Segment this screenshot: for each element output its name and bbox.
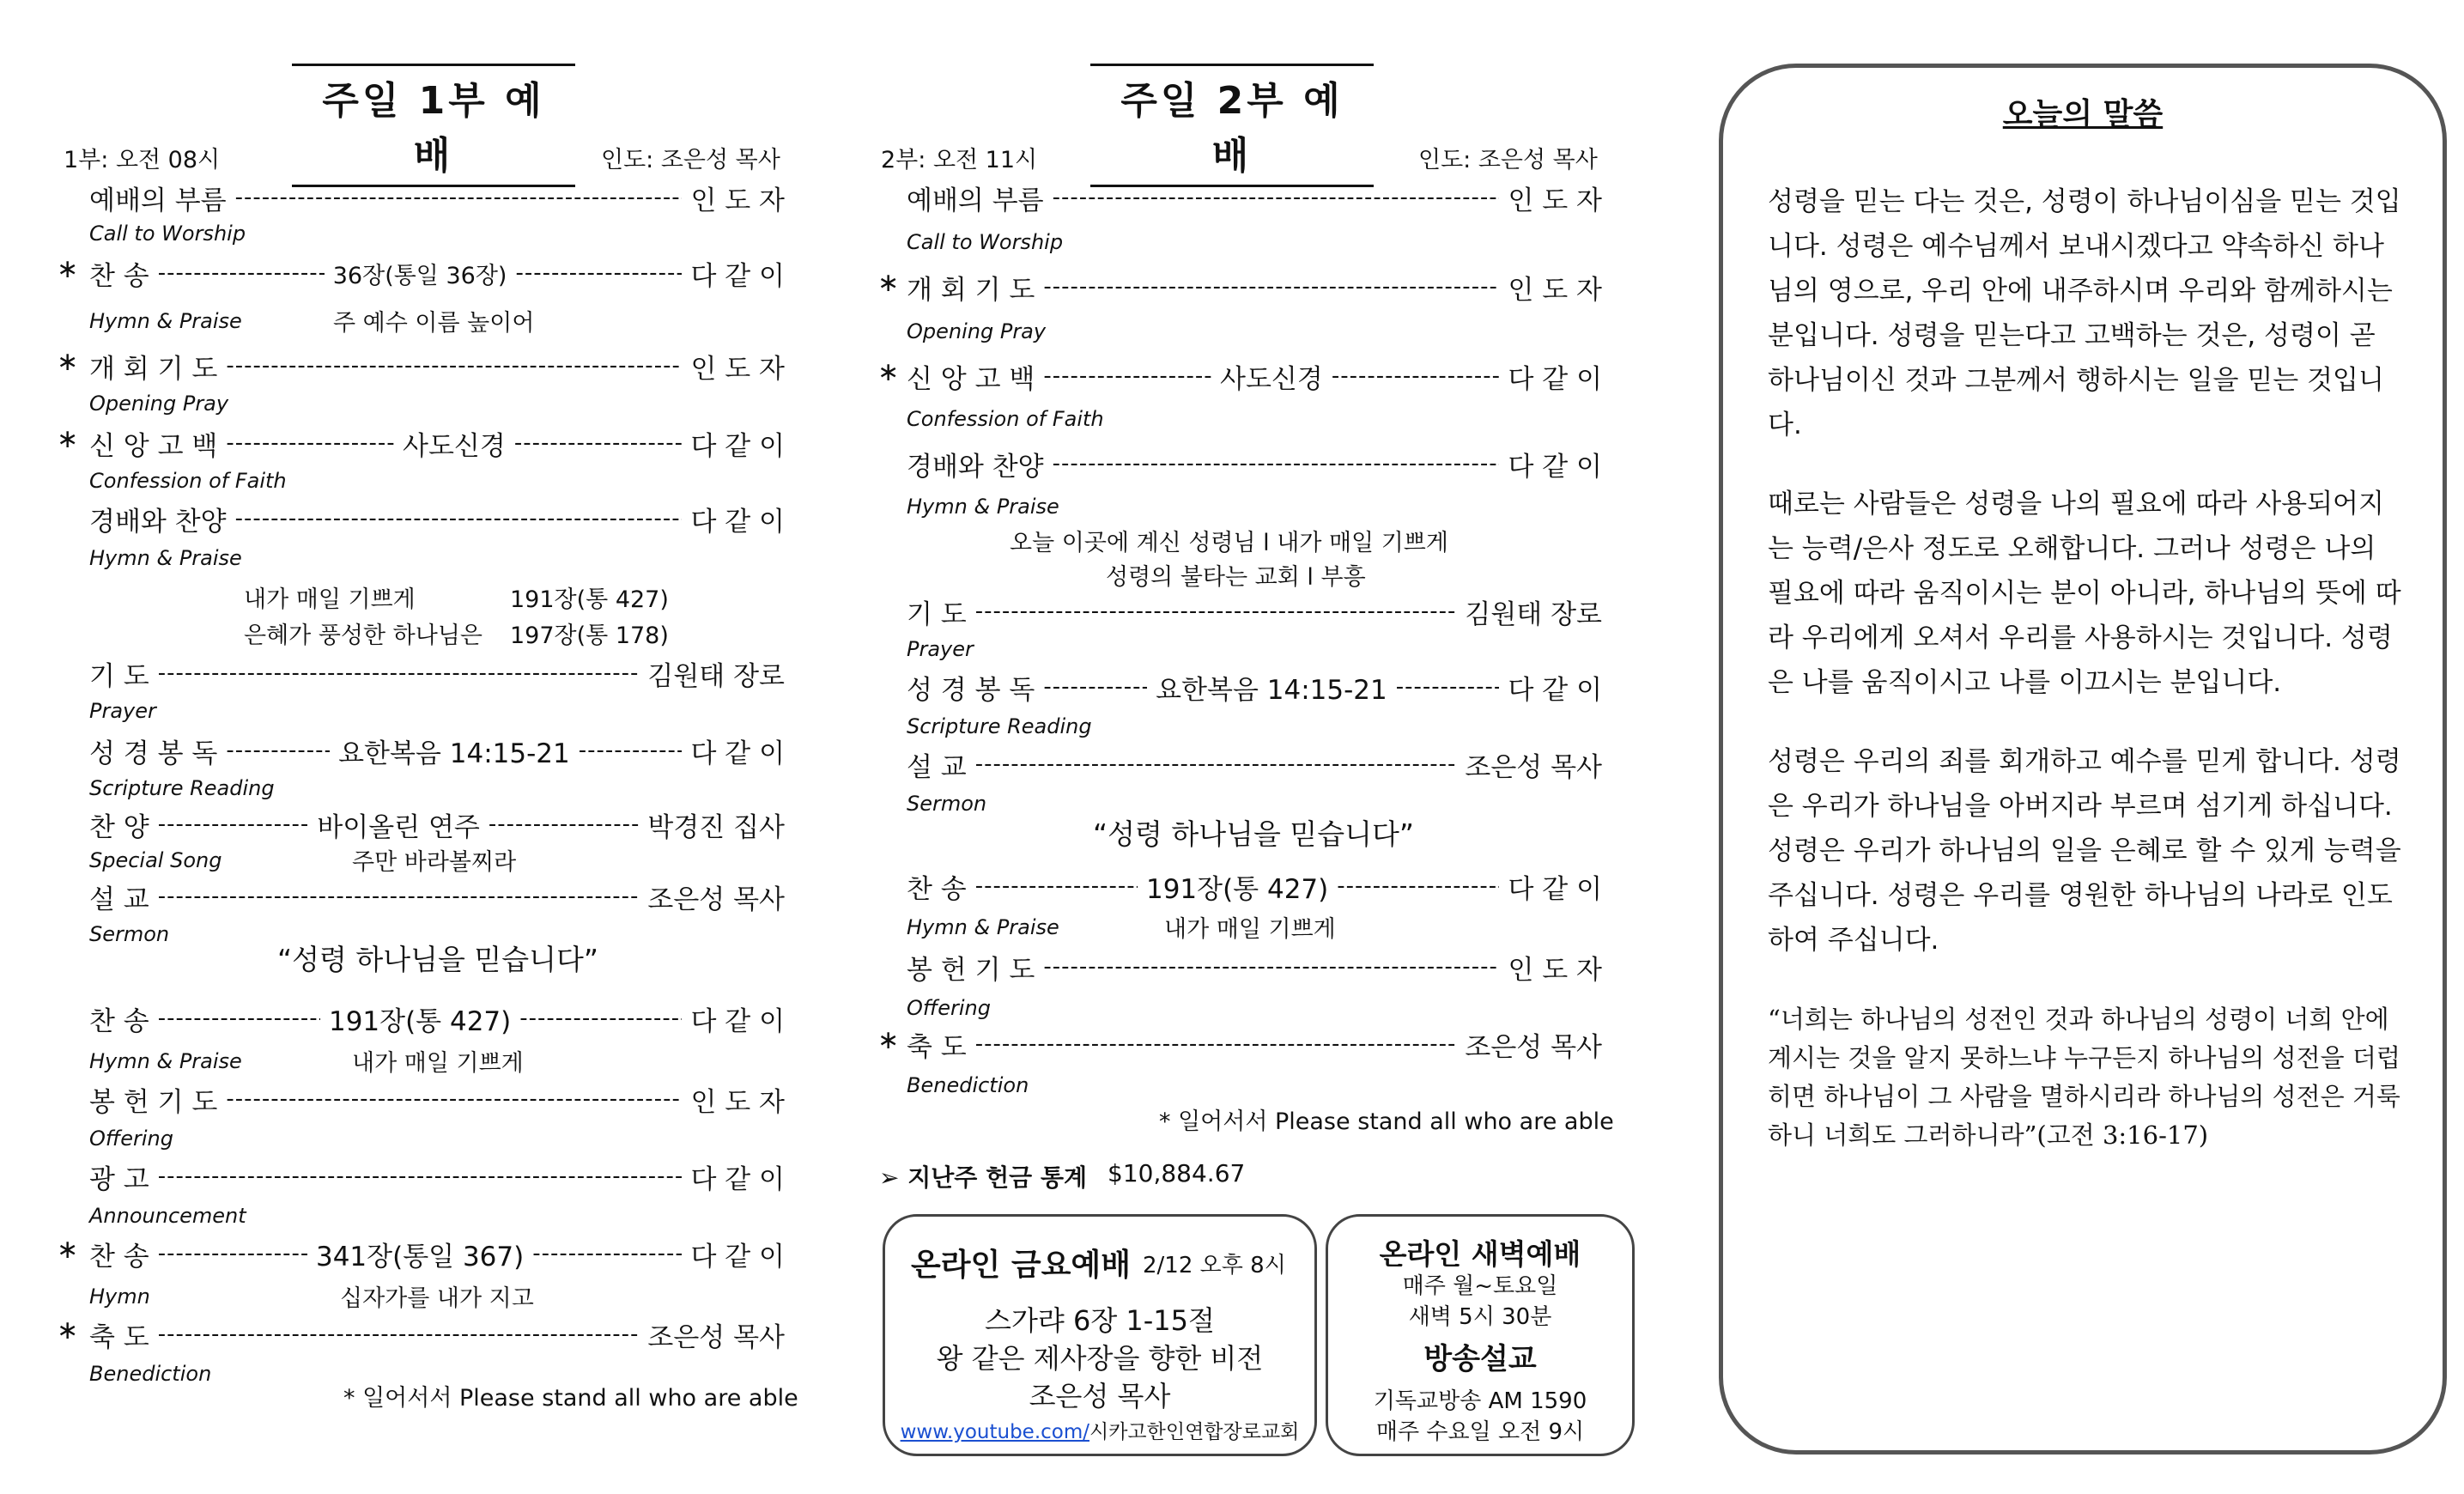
word-paragraph-1: 성령을 믿는 다는 것은, 성령이 하나님이심을 믿는 것입니다. 성령은 예수님께서 보내시겠다고 약속하신 하나님의 영으로, 우리 안에 내주하시며 우리와 함께하시는 분입니다. 성령을 믿는다고 고백하는 것은, 성령이 곧 하나님이신 것과 그분께서 행하시는 일을 믿는 것입니다. bbox=[1768, 186, 2401, 440]
friday-link[interactable]: www.youtube.com/시카고한인연합장로교회 bbox=[900, 1421, 1300, 1443]
order-item-special-song: 찬 양 ----- 바이올린 연주 ----- 박경진 집사 bbox=[89, 805, 785, 843]
order-item-benediction: 축 도 ----- 조은성 목사 bbox=[89, 1315, 785, 1353]
offering-stats-amount: $10,884.67 bbox=[1108, 1159, 1246, 1187]
service1-leader: 인도: 조은성 목사 bbox=[601, 147, 780, 173]
service2-stand-note: * 일어서서 Please stand all who are able bbox=[1159, 1108, 1614, 1135]
order-item-final-hymn: 찬 송 ----- 341장(통일 367) ----- 다 같 이 bbox=[89, 1235, 785, 1272]
service1-time: 1부: 오전 08시 bbox=[64, 147, 221, 173]
order2-item-call-to-worship: 예배의 부름 ----- 인 도 자 bbox=[907, 179, 1602, 216]
offering-stats-label: ➢ 지난주 헌금 통계 bbox=[879, 1163, 1088, 1192]
todays-word-title: 오늘의 말씀 bbox=[2002, 97, 2164, 132]
friday-service-box bbox=[883, 1214, 1317, 1456]
order-item-scripture: 성 경 봉 독 ----- 요한복음 14:15-21 ----- 다 같 이 bbox=[89, 732, 785, 769]
order2-item-offering-prayer: 봉 헌 기 도 ----- 인 도 자 bbox=[907, 948, 1602, 986]
order-item-offering-prayer: 봉 헌 기 도 ----- 인 도 자 bbox=[89, 1080, 785, 1118]
order-item-sermon: 설 교 ----- 조은성 목사 bbox=[89, 878, 785, 915]
order-item-confession: 신 앙 고 백 ----- 사도신경 ----- 다 같 이 bbox=[89, 424, 785, 462]
order-item-opening-prayer: 개 회 기 도 ----- 인 도 자 bbox=[89, 347, 785, 385]
order2-item-praise: 경배와 찬양 ----- 다 같 이 bbox=[907, 445, 1602, 483]
todays-word-box bbox=[1719, 64, 2447, 1455]
order2-item-closing-hymn: 찬 송 ----- 191장(통 427) ----- 다 같 이 bbox=[907, 867, 1602, 905]
service2-praise-line2: 성령의 불타는 교회 l 부흥 bbox=[1106, 564, 1366, 591]
service2-praise-line1: 오늘 이곳에 계신 성령님 l 내가 매일 기쁘게 bbox=[1010, 530, 1448, 556]
order2-item-prayer: 기 도 ----- 김원태 장로 bbox=[907, 592, 1602, 630]
broadcast-title: 방송설교 bbox=[1423, 1342, 1537, 1376]
service1-stand-note: * 일어서서 Please stand all who are able bbox=[343, 1385, 798, 1412]
word-paragraph-2: 때로는 사람들은 성령을 나의 필요에 따라 사용되어지는 능력/은사 정도로 오해합니다. 그러나 성령은 나의 필요에 따라 움직이시는 분이 아니라, 하나님의 뜻에 따라 우리에게 오셔서 우리를 사용하시는 것입니다. 성령은 나를 움직이시고 나를 이끄시는 분입니다. bbox=[1768, 489, 2401, 698]
broadcast-time: 매주 수요일 오전 9시 bbox=[1375, 1419, 1585, 1445]
order2-item-opening-prayer: 개 회 기 도 ----- 인 도 자 bbox=[907, 268, 1602, 306]
order2-item-confession: 신 앙 고 백 ----- 사도신경 ----- 다 같 이 bbox=[907, 357, 1602, 395]
dawn-service-box bbox=[1326, 1214, 1635, 1456]
order2-item-benediction: 축 도 ----- 조은성 목사 bbox=[907, 1025, 1602, 1063]
broadcast-station: 기독교방송 AM 1590 bbox=[1373, 1388, 1587, 1414]
friday-datetime: 2/12 오후 8시 bbox=[1143, 1253, 1286, 1278]
order-item-closing-hymn: 찬 송 ----- 191장(통 427) ----- 다 같 이 bbox=[89, 999, 785, 1037]
service1-title: 주일 1부 예배 bbox=[292, 64, 575, 187]
dawn-time: 새벽 5시 30분 bbox=[1408, 1304, 1552, 1330]
service2-title: 주일 2부 예배 bbox=[1090, 64, 1374, 187]
friday-title: 온라인 금요예배 bbox=[911, 1248, 1131, 1283]
service2-leader: 인도: 조은성 목사 bbox=[1418, 147, 1598, 173]
friday-preacher: 조은성 목사 bbox=[1029, 1380, 1171, 1412]
service2-time: 2부: 오전 11시 bbox=[881, 147, 1038, 173]
order2-item-sermon: 설 교 ----- 조은성 목사 bbox=[907, 745, 1602, 783]
dawn-days: 매주 월~토요일 bbox=[1402, 1273, 1558, 1299]
word-paragraph-3: 성령은 우리의 죄를 회개하고 예수를 믿게 합니다. 성령은 우리가 하나님을 아버지라 부르며 섬기게 하십니다. 성령은 우리가 하나님의 일을 은혜로 할 수 있게 능력을 주십니다. 성령은 우리를 영원한 하나님의 나라로 인도하여 주십니다. bbox=[1768, 746, 2401, 956]
youtube-link[interactable]: www.youtube.com/ bbox=[900, 1421, 1089, 1443]
friday-scripture: 스가랴 6장 1-15절 bbox=[985, 1304, 1215, 1337]
service1-sermon-title: “성령 하나님을 믿습니다” bbox=[277, 943, 598, 976]
order-item-praise: 경배와 찬양 ----- 다 같 이 bbox=[89, 500, 785, 537]
word-quote: “너희는 하나님의 성전인 것과 하나님의 성령이 너희 안에 계시는 것을 알지 못하느냐 누구든지 하나님의 성전을 더럽히면 하나님이 그 사람을 멸하시리라 하나님의 성전은 거룩하니 너희도 그러하니라”(고전 3:16-17) bbox=[1768, 1005, 2400, 1150]
order-item-prayer: 기 도 ----- 김원태 장로 bbox=[89, 654, 785, 692]
order-item-hymn: 찬 송 ----- 36장(통일 36장) ----- 다 같 이 bbox=[89, 254, 785, 292]
order-item-announcement: 광 고 ----- 다 같 이 bbox=[89, 1157, 785, 1195]
order-item-call-to-worship: 예배의 부름 ----- 인 도 자 bbox=[89, 179, 785, 216]
dawn-title: 온라인 새벽예배 bbox=[1379, 1237, 1581, 1271]
order2-item-scripture: 성 경 봉 독 ----- 요한복음 14:15-21 ----- 다 같 이 bbox=[907, 668, 1602, 706]
service2-sermon-title: “성령 하나님을 믿습니다” bbox=[1093, 817, 1414, 851]
friday-sermon: 왕 같은 제사장을 향한 비전 bbox=[936, 1342, 1264, 1375]
